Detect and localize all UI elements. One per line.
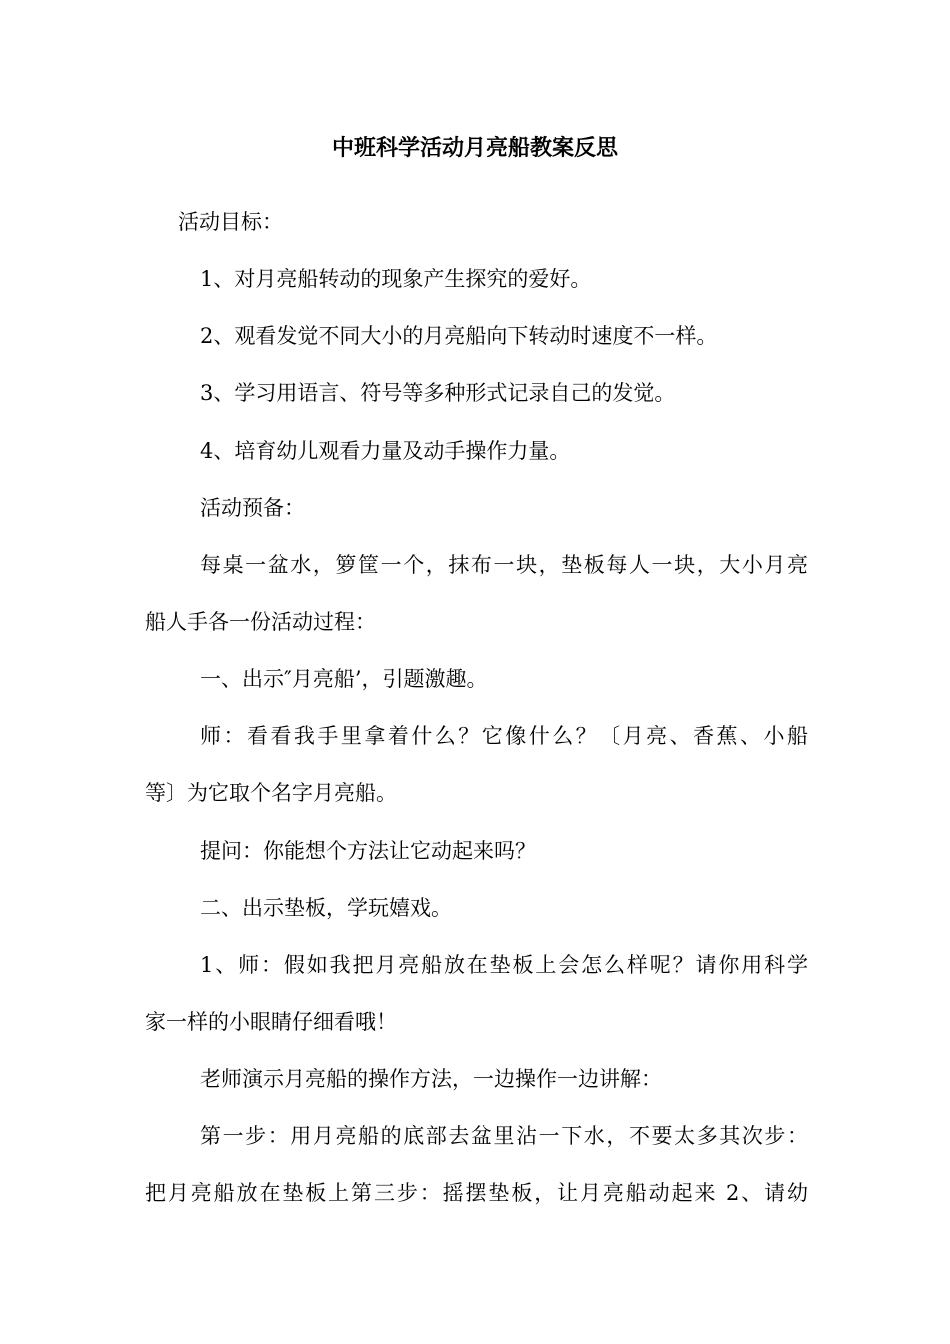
paragraph-line: 第一步：用月亮船的底部去盆里沾一下水，不要太多其次步： (200, 1124, 808, 1148)
document-title: 中班科学活动月亮船教案反思 (331, 136, 618, 161)
paragraph-line: 船人手各一份活动过程： (145, 610, 376, 634)
paragraph-line: 1、对月亮船转动的现象产生探究的爱好。 (200, 267, 592, 291)
paragraph-line: 一、出示″月亮船’，引题激趣。 (200, 667, 488, 691)
paragraph-line: 师：看看我手里拿着什么？它像什么？〔月亮、香蕉、小船 (200, 724, 808, 748)
paragraph-line: 3、学习用语言、符号等多种形式记录自己的发觉。 (200, 381, 676, 405)
paragraph-line: 二、出示垫板，学玩嬉戏。 (200, 896, 452, 920)
paragraph-line: 老师演示月亮船的操作方法，一边操作一边讲解： (200, 1067, 662, 1091)
paragraph-line: 活动目标： (178, 210, 283, 234)
paragraph-line: 家一样的小眼睛仔细看哦！ (145, 1010, 397, 1034)
paragraph-line: 1、师：假如我把月亮船放在垫板上会怎么样呢？请你用科学 (200, 953, 808, 977)
paragraph-line: 提问：你能想个方法让它动起来吗？ (200, 839, 536, 863)
paragraph-line: 把月亮船放在垫板上第三步：摇摆垫板，让月亮船动起来 2、请幼 (145, 1181, 808, 1205)
paragraph-line: 活动预备： (200, 496, 305, 520)
paragraph-line: 每桌一盆水，箩筐一个，抹布一块，垫板每人一块，大小月亮 (200, 553, 808, 577)
paragraph-line: 2、观看发觉不同大小的月亮船向下转动时速度不一样。 (200, 324, 718, 348)
paragraph-line: 4、培育幼儿观看力量及动手操作力量。 (200, 439, 571, 463)
paragraph-line: 等〕为它取个名字月亮船。 (145, 781, 397, 805)
